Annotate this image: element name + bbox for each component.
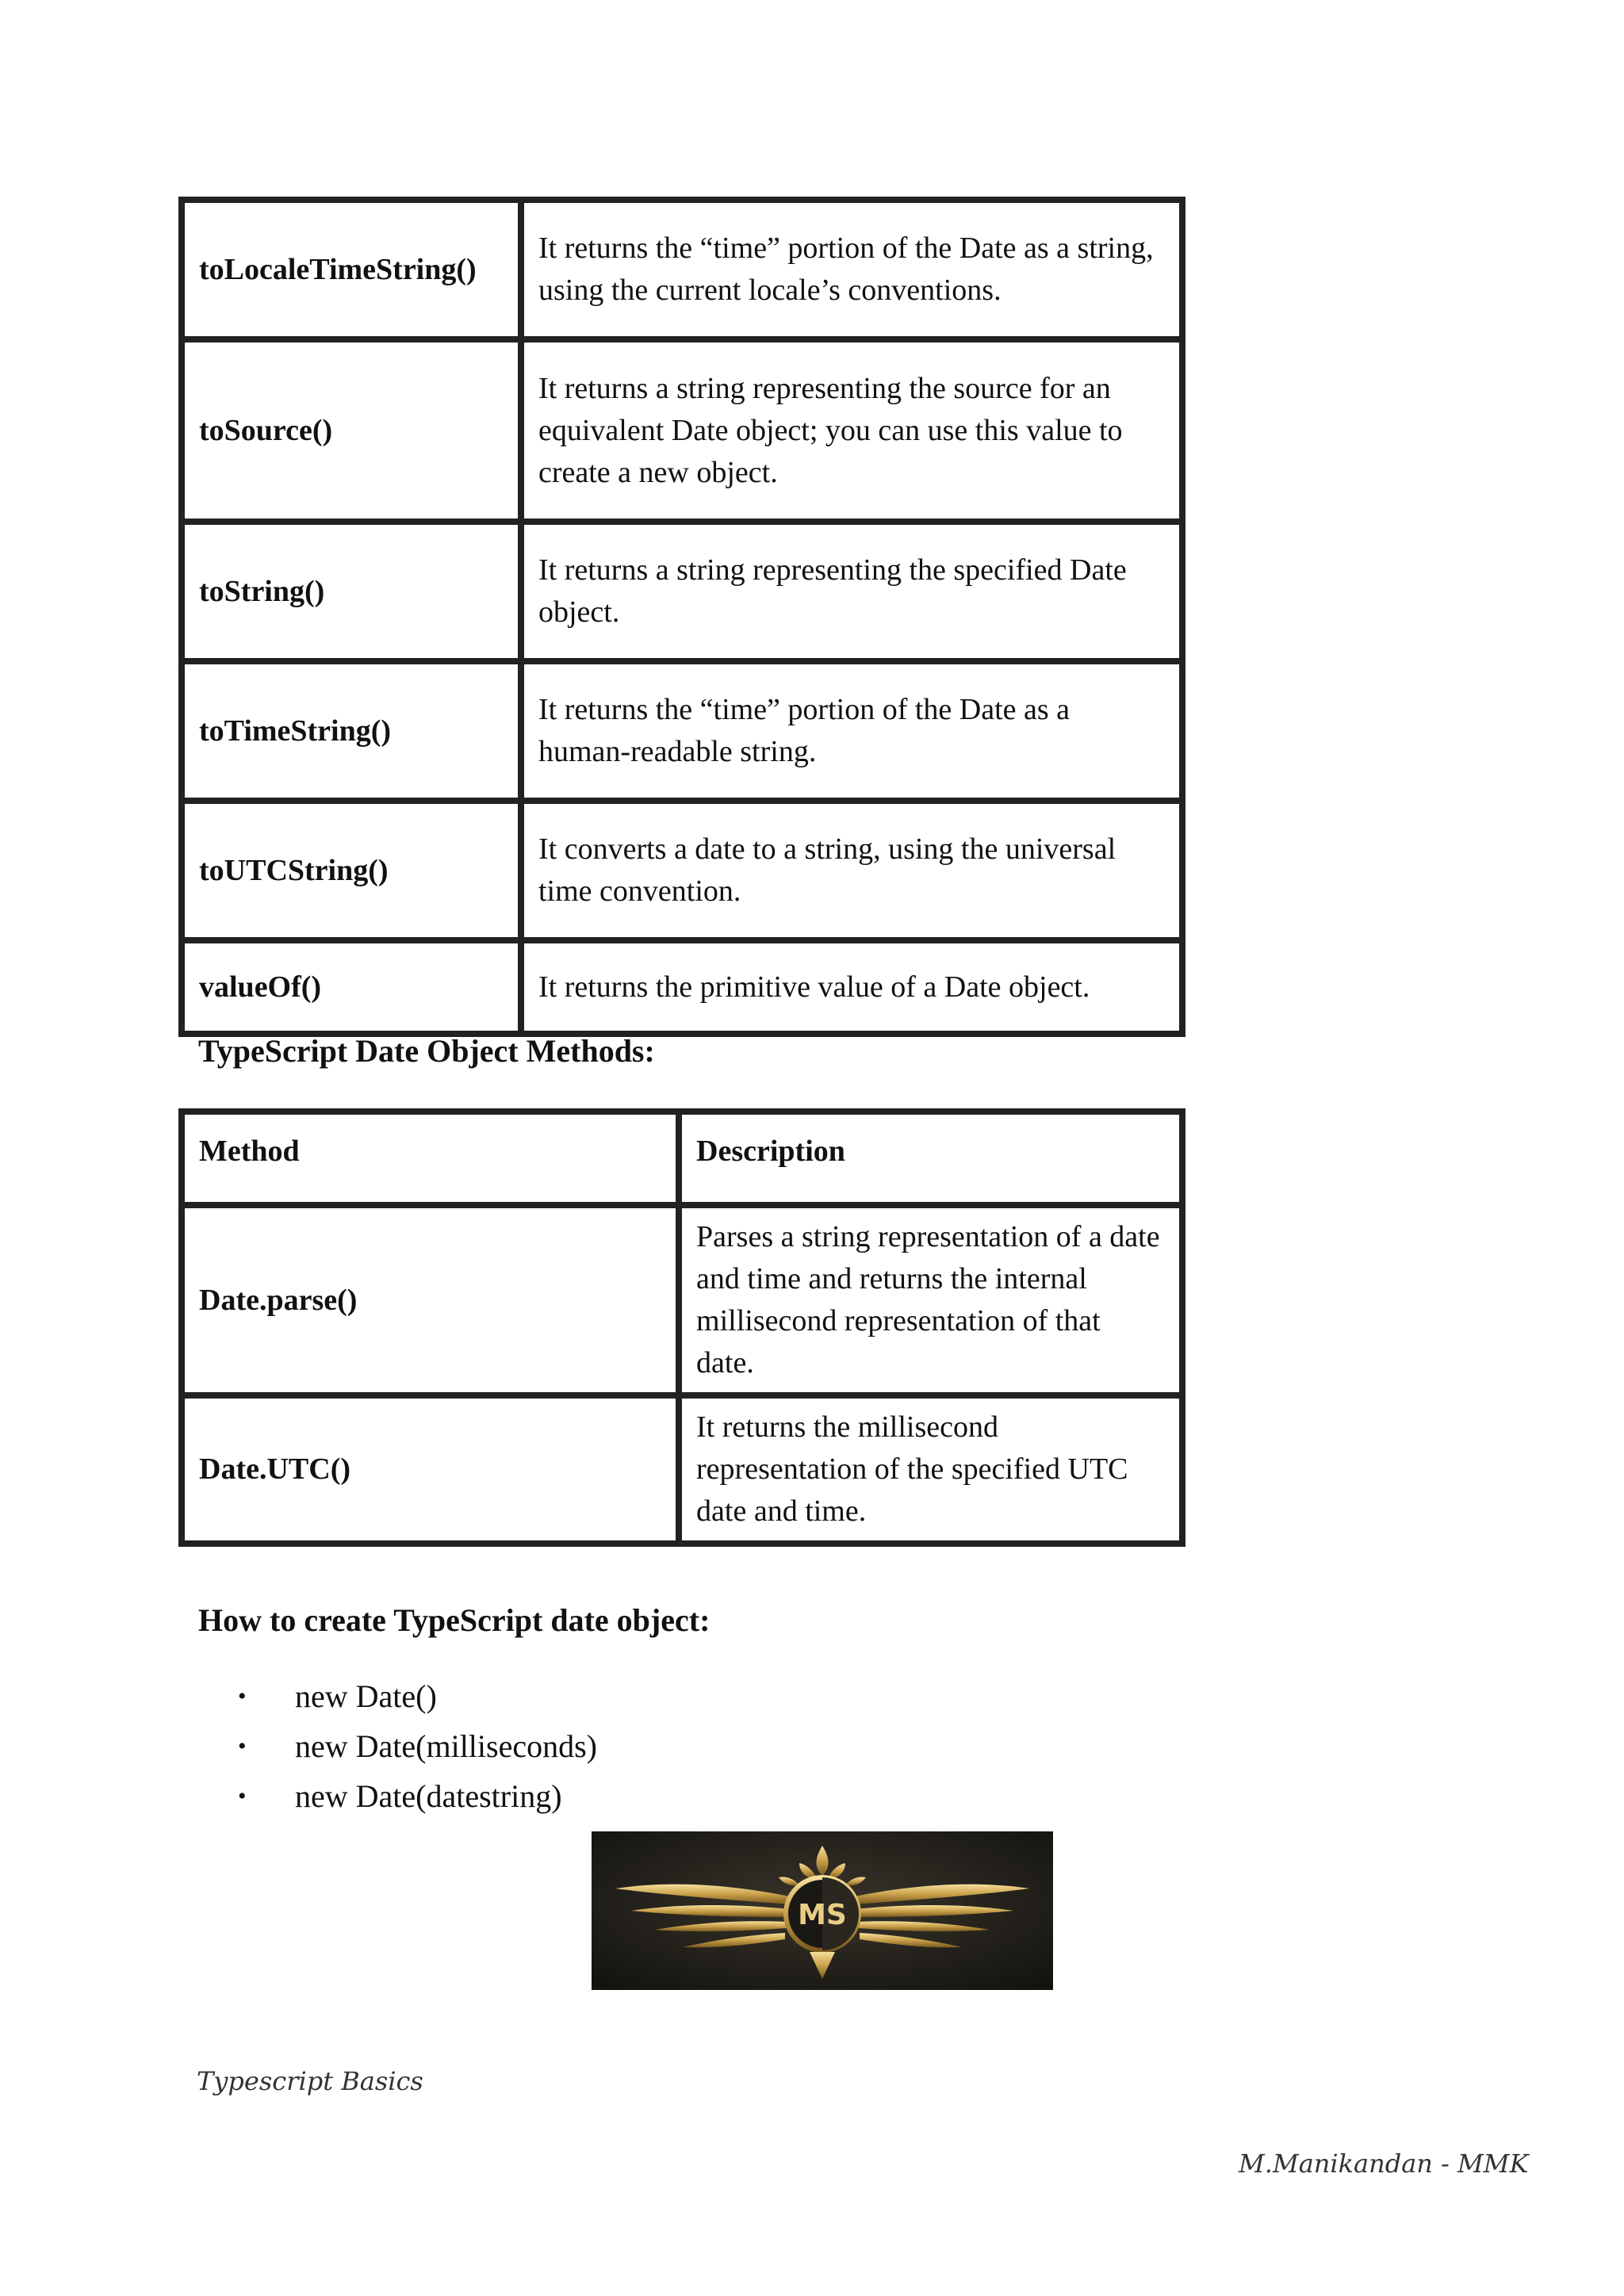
table-row — [182, 940, 1182, 1034]
method-name: toLocaleTimeString() — [182, 200, 521, 339]
table-row — [182, 339, 1182, 522]
table-row — [182, 661, 1182, 801]
table-header-row — [182, 1112, 1182, 1205]
method-description: It returns the primitive value of a Date object. — [521, 940, 1182, 1034]
list-item-text: new Date(datestring) — [295, 1778, 562, 1814]
winged-emblem-icon — [592, 1831, 1053, 1990]
bullet-icon: • — [238, 1783, 247, 1809]
column-header-description: Description — [679, 1112, 1182, 1205]
table-row — [182, 1205, 1182, 1395]
date-methods-table-continued — [178, 197, 1185, 1037]
logo-text: MS — [798, 1899, 847, 1931]
list-item-text: new Date() — [295, 1678, 437, 1714]
method-description: It returns a string representing the specified Date object. — [521, 522, 1182, 661]
method-name: Date.parse() — [182, 1205, 679, 1395]
method-name: Date.UTC() — [182, 1395, 679, 1544]
method-description: It returns the “time” portion of the Date as a string, using the current locale’s conventions. — [521, 200, 1182, 339]
method-name: toSource() — [182, 339, 521, 522]
constructor-list — [238, 1671, 597, 1821]
method-description: It returns the “time” portion of the Date as a human-readable string. — [521, 661, 1182, 801]
bullet-icon: • — [238, 1683, 247, 1709]
table-row — [182, 801, 1182, 940]
list-item — [238, 1771, 597, 1821]
section-heading: TypeScript Date Object Methods: — [198, 1033, 655, 1069]
list-item-text: new Date(milliseconds) — [295, 1728, 597, 1764]
static-methods-table — [178, 1108, 1185, 1547]
column-header-method: Method — [182, 1112, 679, 1205]
list-item — [238, 1721, 597, 1771]
method-name: toString() — [182, 522, 521, 661]
method-description: Parses a string representation of a date and time and returns the internal millisecond representation of that date. — [679, 1205, 1182, 1395]
table-row — [182, 522, 1182, 661]
method-name: toUTCString() — [182, 801, 521, 940]
method-name: toTimeString() — [182, 661, 521, 801]
method-name: valueOf() — [182, 940, 521, 1034]
footer-title: Typescript Basics — [197, 2066, 423, 2096]
method-description: It returns the millisecond representation of the specified UTC date and time. — [679, 1395, 1182, 1544]
table-row — [182, 1395, 1182, 1544]
bullet-icon: • — [238, 1733, 247, 1759]
list-item — [238, 1671, 597, 1721]
footer-author: M.Manikandan - MMK — [1239, 2149, 1529, 2179]
method-description: It returns a string representing the source for an equivalent Date object; you can use this value to create a new object. — [521, 339, 1182, 522]
create-heading: How to create TypeScript date object: — [198, 1602, 710, 1638]
ms-winged-logo — [592, 1831, 1053, 1990]
method-description: It converts a date to a string, using the universal time convention. — [521, 801, 1182, 940]
table-row — [182, 200, 1182, 339]
